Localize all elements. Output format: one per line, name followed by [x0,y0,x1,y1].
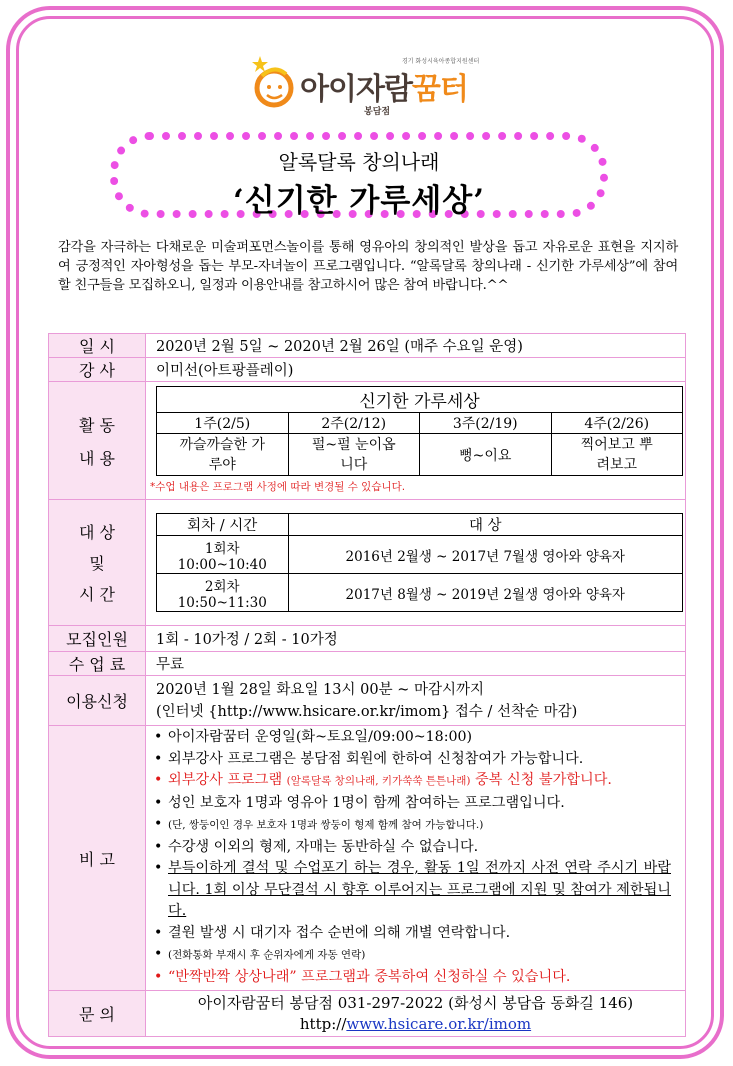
logo-name [300,64,468,108]
apply-line-2: (인터넷 {http://www.hsicare.or.kr/imom} 접수 / 선착순 마감) [156,703,578,720]
apply-row [49,676,686,726]
activity-cell [146,382,686,500]
week-4: 4주(2/26) [551,413,683,434]
title-subtitle: 알록달록 창의나래 [278,150,440,174]
week-3: 3주(2/19) [420,413,552,434]
remark-7-note-text: (전화통화 부재시 후 순위자에게 자동 연락) [168,949,366,961]
apply-label: 이용신청 [49,676,146,726]
content-1 [157,434,289,476]
contact-value [146,991,686,1037]
logo-org: 경기 화성시육아종합지원센터 [402,58,480,65]
target-label-2: 및 [89,554,105,573]
fee-value: 무료 [146,652,686,676]
target-label [49,500,146,626]
contact-link[interactable]: www.hsicare.or.kr/imom [346,1014,532,1033]
remark-3a: 외부강사 프로그램 [168,772,283,788]
content-4-text: 찍어보고 뿌려보고 [580,436,653,473]
content-1-text: 까슬까슬한 가루야 [179,436,266,473]
content-3: 뻥~이요 [420,434,552,476]
contact-row [49,991,686,1037]
remark-2: • 외부강사 프로그램은 봉담점 회원에 한하여 신청참여가 가능합니다. [168,749,671,771]
session-1-time: 10:00~10:40 [177,556,267,573]
session-2 [157,574,289,612]
apply-value [146,676,686,726]
target-row [49,500,686,626]
content-2-text: 펄~펄 눈이옵니다 [311,436,396,473]
remark-5: • 수강생 이외의 형제, 자매는 동반하실 수 없습니다. [168,837,671,859]
recruit-label: 모집인원 [49,626,146,652]
logo [252,52,482,122]
remark-7-note [168,944,671,967]
remarks-label: 비 고 [49,726,146,991]
activity-label-1: 활 동 [79,415,115,435]
title-main: ‘신기한 가루세상’ [233,183,485,219]
logo-name-part1: 아이자람 [300,72,412,107]
remark-6: • 부득이하게 결석 및 수업포기 하는 경우, 활동 1일 전까지 사전 연락 주시기 바랍니다. 1회 이상 무단결석 시 향후 이루어지는 프로그램에 지원 및 참여가 제한됩니다. [168,858,671,923]
fee-row [49,652,686,676]
session-1-target: 2016년 2월생 ~ 2017년 7월생 영아와 양육자 [288,536,683,574]
instructor-label: 강 사 [49,358,146,382]
content-4 [551,434,683,476]
remark-3c: 중복 신청 불가합니다. [475,772,612,788]
contact-label: 문 의 [49,991,146,1037]
remark-3 [168,770,671,793]
apply-line-1: 2020년 1월 28일 화요일 13시 00분 ~ 마감시까지 [156,681,484,698]
week-2: 2주(2/12) [288,413,420,434]
session-2-name: 2회차 [204,578,240,595]
activity-label-2: 내 용 [79,448,115,468]
target-label-3: 시 간 [79,585,115,604]
session-2-time: 10:50~11:30 [177,594,267,611]
title-box [110,132,608,218]
target-cell [146,500,686,626]
target-row-2 [157,574,683,612]
info-table [48,333,686,1037]
logo-branch: 봉담점 [364,107,391,117]
child-face-icon [252,52,300,114]
target-header-session: 회차 / 시간 [157,514,289,536]
remark-3b: (알록달록 창의나래, 키가쑥쑥 튼튼나래) [286,775,471,787]
remark-4-note-text: (단, 쌍둥이인 경우 보호자 1명과 쌍둥이 형제 함께 참여 가능합니다.) [168,819,484,831]
target-header-target: 대 상 [288,514,683,536]
remark-1: • 아이자람꿈터 운영일(화~토요일/09:00~18:00) [168,727,671,749]
contact-link-prefix: http:// [299,1014,347,1033]
instructor-value: 이미선(아트팡플레이) [146,358,686,382]
fee-label: 수 업 료 [49,652,146,676]
activity-table-title: 신기한 가루세상 [157,387,683,413]
activity-label [49,382,146,500]
recruit-value: 1회 - 10가정 / 2회 - 10가정 [146,626,686,652]
contact-line-1: 아이자람꿈터 봉담점 031-297-2022 (화성시 봉담읍 동화길 146) [197,993,634,1012]
session-1 [157,536,289,574]
instructor-row [49,358,686,382]
target-label-1: 대 상 [79,523,115,542]
content-2 [288,434,420,476]
recruit-row [49,626,686,652]
session-1-name: 1회차 [204,540,240,557]
activity-row [49,382,686,500]
schedule-label: 일 시 [49,334,146,358]
remark-4-note [168,814,671,837]
remarks-row [49,726,686,991]
contact-line-2 [146,1014,685,1035]
remark-4: • 성인 보호자 1명과 영유아 1명이 함께 참여하는 프로그램입니다. [168,793,671,815]
remarks-list [146,727,671,988]
target-table [156,513,683,612]
week-1: 1주(2/5) [157,413,289,434]
remarks-cell [146,726,686,991]
remark-8: • “반짝반짝 상상나래” 프로그램과 중복하여 신청하실 수 있습니다. [168,967,671,989]
target-row-1 [157,536,683,574]
activity-table [156,386,683,476]
remark-7: • 결원 발생 시 대기자 접수 순번에 의해 개별 연락합니다. [168,923,671,945]
intro-text: 감각을 자극하는 다채로운 미술퍼포먼스놀이를 통해 영유아의 창의적인 발상을 돕고 자유로운 표현을 지지하여 긍정적인 자아형성을 돕는 부모-자녀놀이 프로그램입니다. “알록달록 창의나래 - 신기한 가루세상”에 참여할 친구들을 모집하오니, 일정과 이용안내를 참고하시어 많은 참여 바랍니다.^^ [58,240,678,293]
logo-name-part2: 꿈터 [411,72,468,107]
activity-note: *수업 내용은 프로그램 사정에 따라 변경될 수 있습니다. [150,481,406,493]
session-2-target: 2017년 8월생 ~ 2019년 2월생 영아와 양육자 [288,574,683,612]
schedule-row [49,334,686,358]
schedule-value: 2020년 2월 5일 ~ 2020년 2월 26일 (매주 수요일 운영) [146,334,686,358]
